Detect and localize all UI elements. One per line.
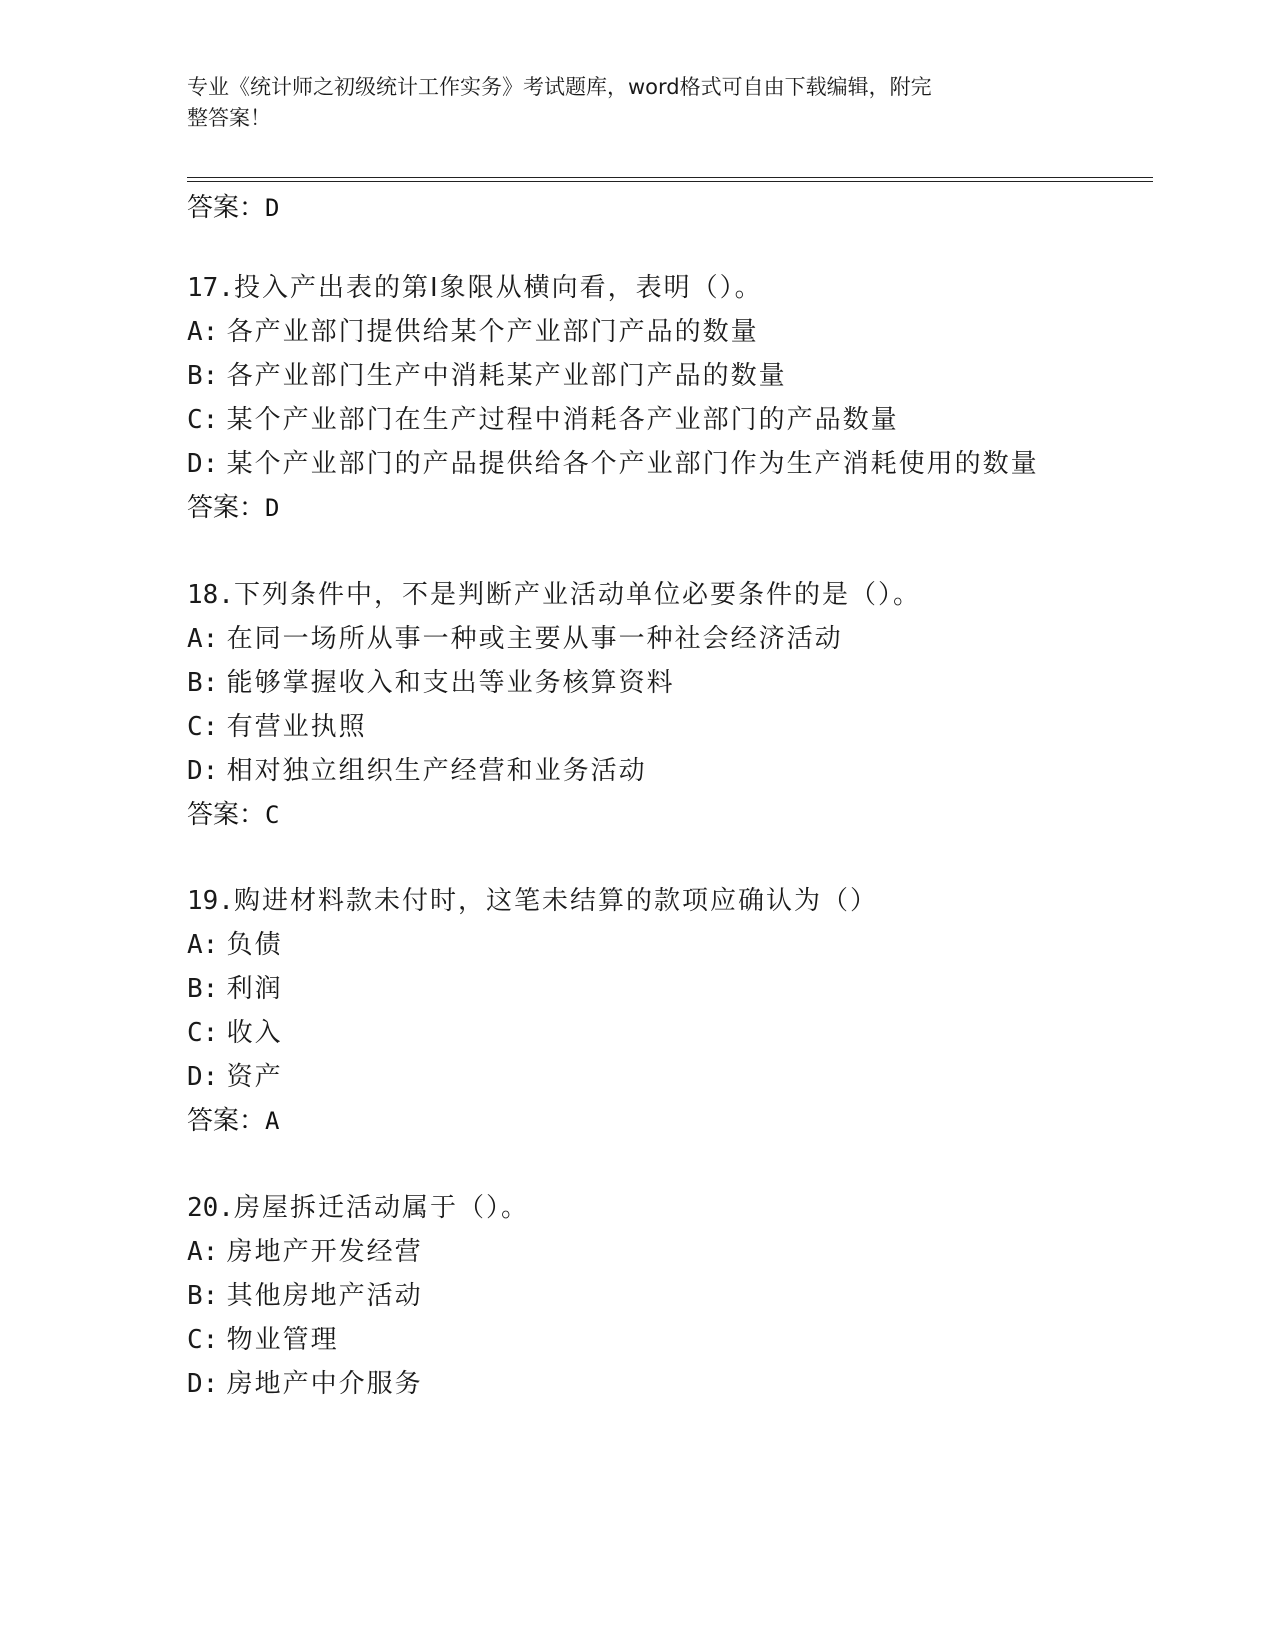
option-label: A:: [187, 1237, 219, 1267]
option-text: 利润: [226, 974, 283, 1004]
question-20-option-a: [187, 1235, 423, 1269]
option-text: 其他房地产活动: [226, 1281, 423, 1311]
option-label: C:: [187, 1325, 219, 1355]
question-number: 20.: [187, 1193, 234, 1223]
question-20-stem: [187, 1191, 529, 1225]
header-line-1: 专业《统计师之初级统计工作实务》考试题库，word格式可自由下载编辑，附完: [187, 75, 932, 99]
question-17-option-c: [187, 403, 899, 437]
option-text: 某个产业部门的产品提供给各个产业部门作为生产消耗使用的数量: [226, 449, 1039, 479]
option-label: D:: [187, 756, 219, 786]
option-label: B:: [187, 974, 219, 1004]
option-label: C:: [187, 1018, 219, 1048]
header-divider-top: [187, 177, 1153, 178]
option-label: C:: [187, 405, 219, 435]
question-20-option-d: [187, 1367, 423, 1401]
question-text: 下列条件中，不是判断产业活动单位必要条件的是（）。: [233, 580, 921, 610]
answer-prefix: 答案：: [187, 800, 266, 830]
question-text: 购进材料款未付时，这笔未结算的款项应确认为（）: [233, 886, 878, 916]
header-divider-bottom: [187, 181, 1153, 182]
option-label: D:: [187, 449, 219, 479]
header-line-2: 整答案！: [187, 106, 271, 130]
option-text: 各产业部门提供给某个产业部门产品的数量: [226, 317, 759, 347]
question-18-answer: [187, 798, 279, 832]
answer-value: D: [265, 194, 280, 222]
option-text: 物业管理: [226, 1325, 339, 1355]
document-header: [187, 72, 1067, 134]
option-label: B:: [187, 361, 219, 391]
question-text: 房屋拆迁活动属于（）。: [233, 1193, 529, 1223]
question-17-option-b: [187, 359, 787, 393]
option-text: 能够掌握收入和支出等业务核算资料: [226, 668, 675, 698]
question-17-option-a: [187, 315, 759, 349]
option-label: A:: [187, 930, 219, 960]
option-text: 资产: [226, 1062, 283, 1092]
question-19-option-a: [187, 928, 283, 962]
option-text: 收入: [226, 1018, 283, 1048]
option-text: 房地产中介服务: [226, 1369, 423, 1399]
option-label: C:: [187, 712, 219, 742]
question-19-option-c: [187, 1016, 283, 1050]
option-text: 在同一场所从事一种或主要从事一种社会经济活动: [226, 624, 843, 654]
question-18-option-d: [187, 754, 647, 788]
option-label: A:: [187, 317, 219, 347]
question-text: 投入产出表的第Ⅰ象限从横向看，表明（）。: [233, 273, 763, 303]
question-number: 18.: [187, 580, 234, 610]
option-label: D:: [187, 1062, 219, 1092]
question-17-option-d: [187, 447, 1039, 481]
question-18-option-b: [187, 666, 675, 700]
question-18-stem: [187, 578, 921, 612]
answer-value: A: [265, 1107, 280, 1135]
question-number: 17.: [187, 273, 234, 303]
question-17-stem: [187, 271, 763, 305]
option-text: 某个产业部门在生产过程中消耗各产业部门的产品数量: [226, 405, 899, 435]
question-19-answer: [187, 1104, 279, 1138]
option-label: B:: [187, 668, 219, 698]
question-20-option-c: [187, 1323, 339, 1357]
question-19-stem: [187, 884, 878, 918]
answer-value: D: [265, 494, 280, 522]
question-18-option-a: [187, 622, 843, 656]
answer-line: [187, 191, 279, 225]
question-19-option-d: [187, 1060, 283, 1094]
answer-value: C: [265, 801, 280, 829]
option-text: 有营业执照: [226, 712, 367, 742]
option-label: D:: [187, 1369, 219, 1399]
answer-prefix: 答案：: [187, 1106, 266, 1136]
option-text: 负债: [226, 930, 283, 960]
option-label: A:: [187, 624, 219, 654]
question-17-answer: [187, 491, 279, 525]
question-number: 19.: [187, 886, 234, 916]
question-20-option-b: [187, 1279, 423, 1313]
question-19-option-b: [187, 972, 283, 1006]
answer-prefix: 答案：: [187, 193, 266, 223]
option-text: 房地产开发经营: [226, 1237, 423, 1267]
answer-prefix: 答案：: [187, 493, 266, 523]
option-text: 相对独立组织生产经营和业务活动: [226, 756, 647, 786]
option-label: B:: [187, 1281, 219, 1311]
question-18-option-c: [187, 710, 367, 744]
option-text: 各产业部门生产中消耗某产业部门产品的数量: [226, 361, 787, 391]
